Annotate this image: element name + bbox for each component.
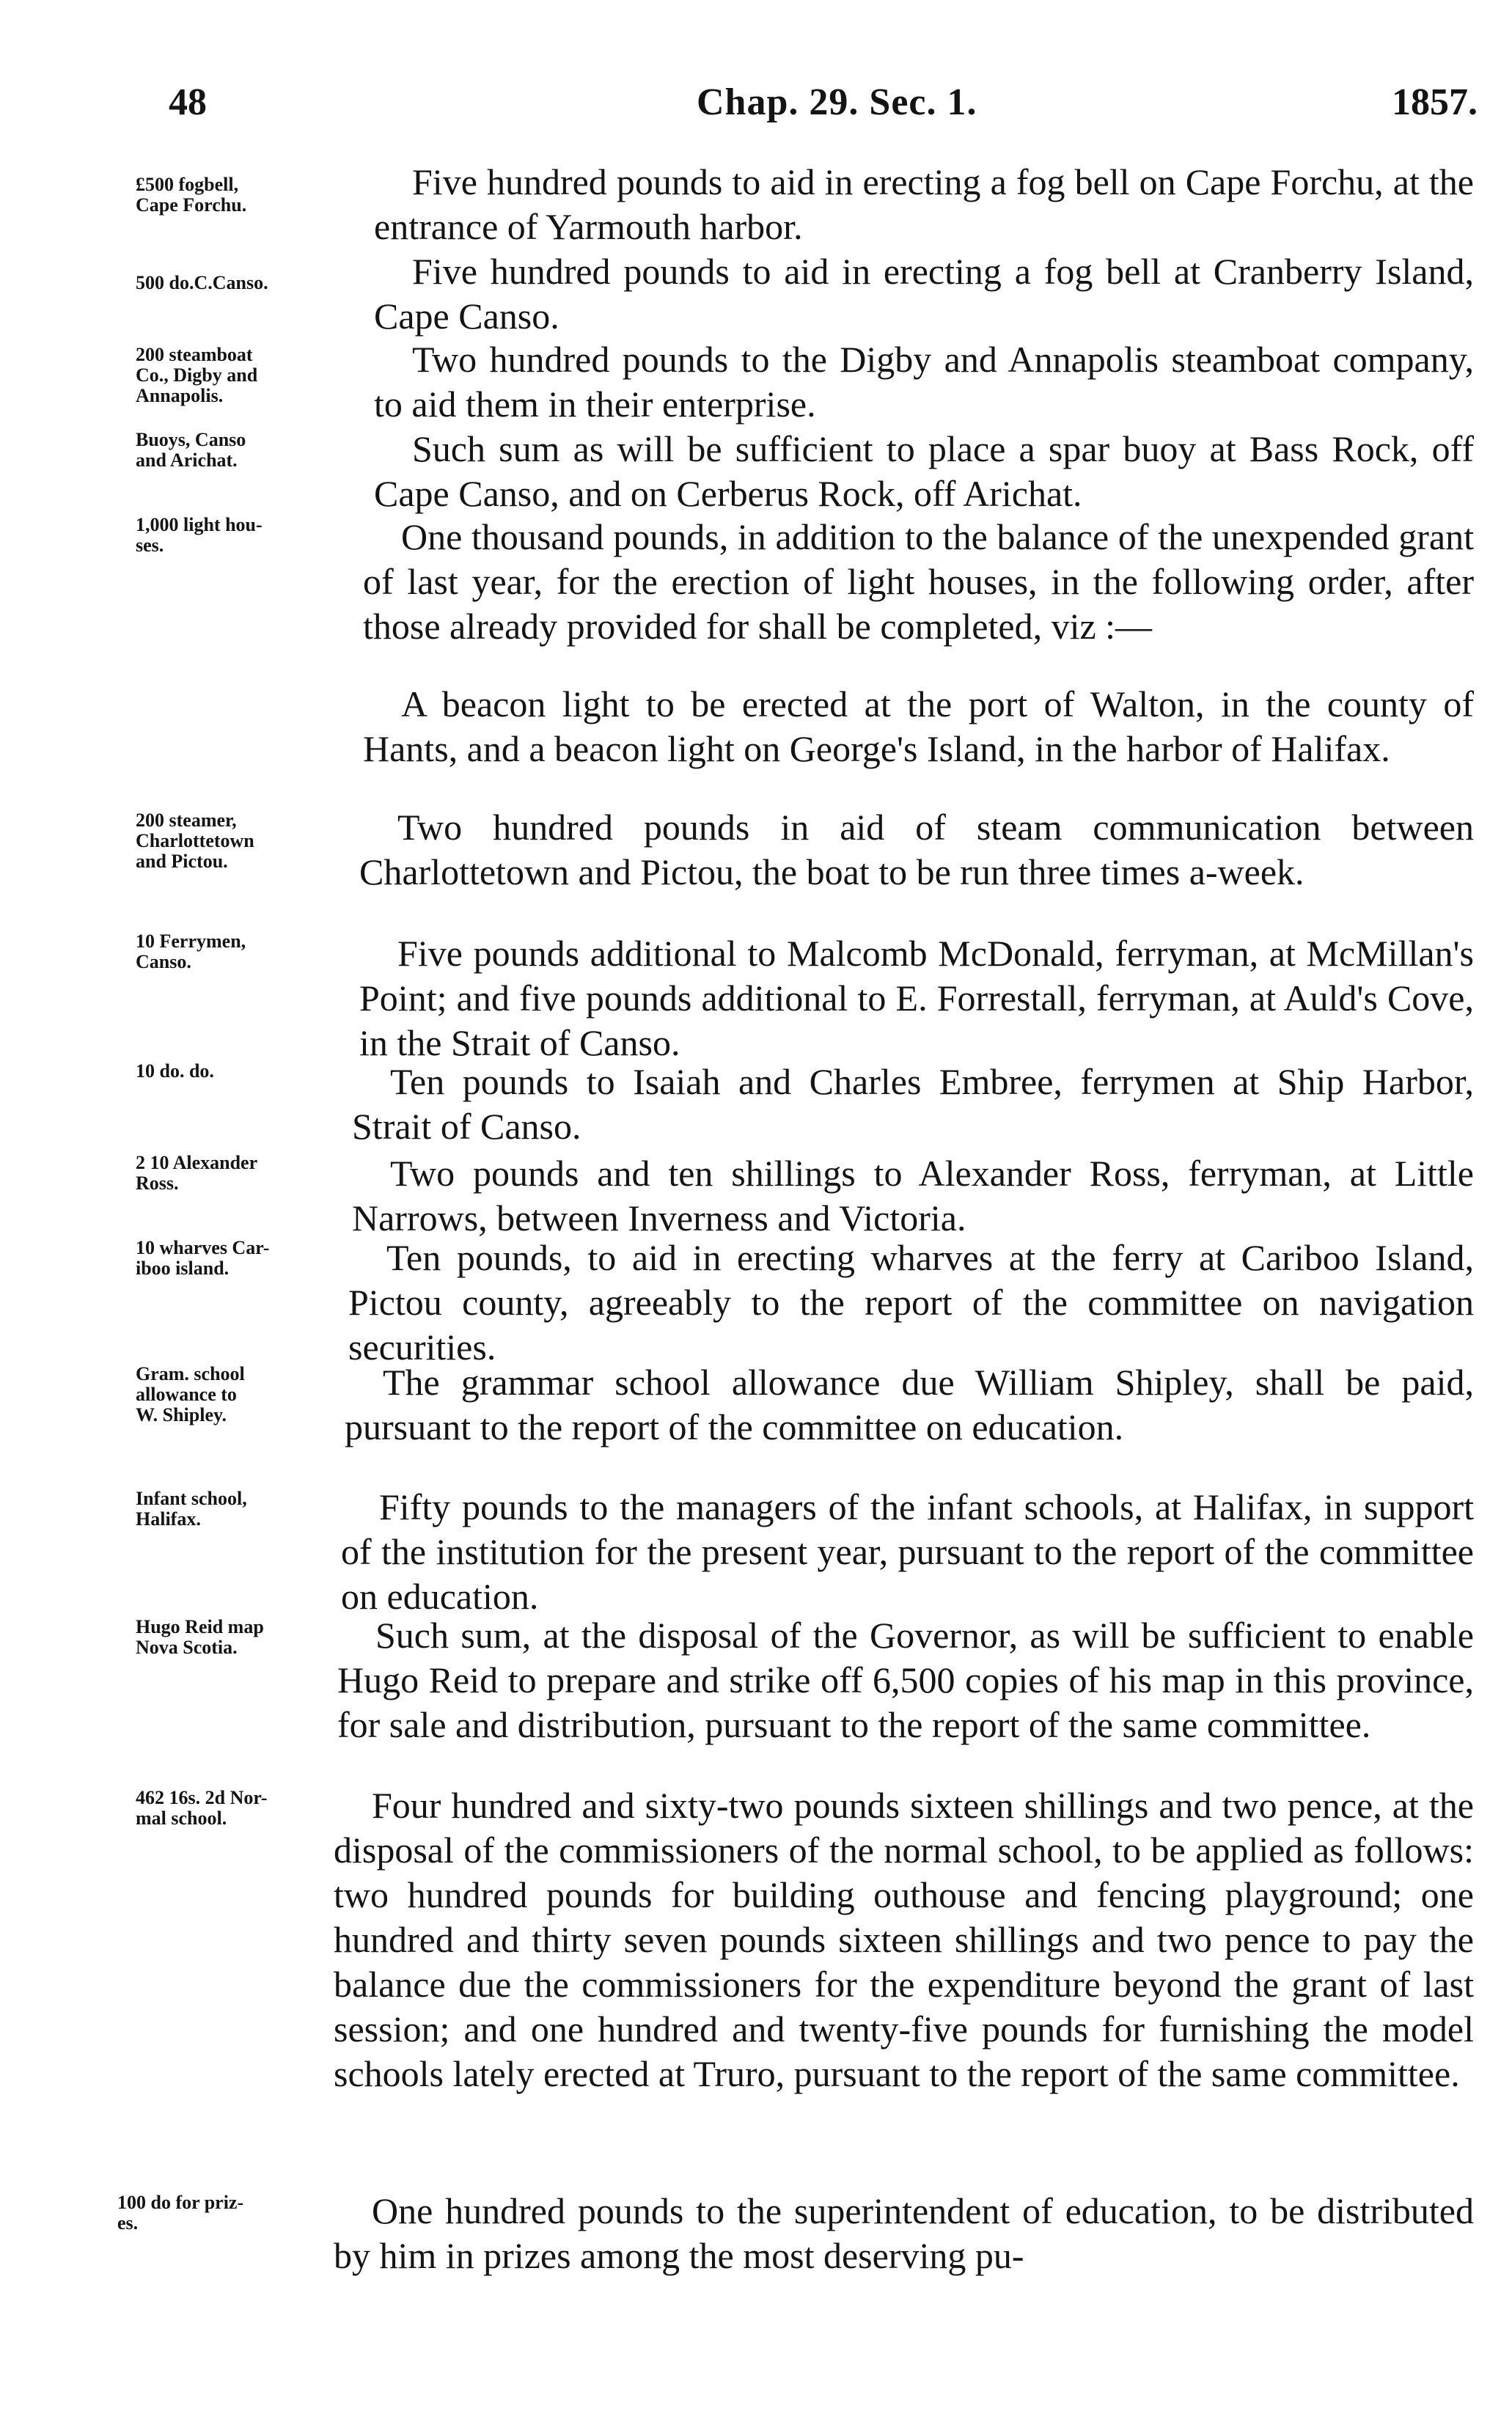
grant-paragraph: Ten pounds, to aid in erecting wharves at the ferry at Cariboo Island, Pictou county, agreeably to the report of the committee on navigation securities. (348, 1237, 1474, 1368)
running-header (169, 73, 1478, 132)
margin-note: 10 wharves Car- iboo island. (136, 1237, 270, 1279)
grant-paragraph: Two hundred pounds to the Digby and Annapolis steamboat company, to aid them in their enterprise. (374, 339, 1474, 425)
margin-note: 462 16s. 2d Nor- mal school. (136, 1787, 268, 1829)
grant-paragraph: Five hundred pounds to aid in erecting a fog bell at Cranberry Island, Cape Canso. (374, 251, 1474, 337)
grant-paragraph: Four hundred and sixty-two pounds sixteen shillings and two pence, at the disposal of the commissioners of the normal school, to be applied as follows: two hundred pounds for building outhouse and fencing playground; one hundred and thirty seven pounds sixteen shillings and two pence to pay the balance due the commissioners for the expenditure beyond the grant of last session; and one hundred and twenty-five pounds for furnishing the model schools lately erected at Truro, pursuant to the report of the same committee. (334, 1785, 1474, 2094)
page-number: 48 (169, 81, 207, 123)
margin-note: 200 steamer, Charlottetown and Pictou. (136, 810, 254, 872)
grant-paragraph: Five pounds additional to Malcomb McDonald, ferryman, at McMillan's Point; and five pounds additional to E. Forrestall, ferryman, at Auld's Cove, in the Strait of Canso. (359, 933, 1474, 1063)
grant-paragraph: Two pounds and ten shillings to Alexander Ross, ferryman, at Little Narrows, between Inverness and Victoria. (352, 1153, 1474, 1238)
grant-paragraph: Such sum as will be sufficient to place a spar buoy at Bass Rock, off Cape Canso, and on Cerberus Rock, off Arichat. (374, 428, 1474, 514)
grant-paragraph: Such sum, at the disposal of the Governor, as will be sufficient to enable Hugo Reid to prepare and strike off 6,500 copies of his map in this province, for sale and distribution, pursuant to the report of the same committee. (337, 1615, 1474, 1745)
margin-note: 10 do. do. (136, 1060, 214, 1082)
grant-paragraph: A beacon light to be erected at the port of Walton, in the county of Hants, and a beacon light on George's Island, in the harbor of Halifax. (363, 683, 1474, 769)
grant-paragraph: The grammar school allowance due William Shipley, shall be paid, pursuant to the report of the committee on education. (345, 1362, 1474, 1447)
grant-paragraph: Fifty pounds to the managers of the infant schools, at Halifax, in support of the institution for the present year, pursuant to the report of the committee on education. (341, 1486, 1474, 1617)
margin-note: £500 fogbell, Cape Forchu. (136, 174, 247, 216)
year-heading: 1857. (1392, 81, 1478, 123)
margin-note: 100 do for priz- es. (117, 2192, 244, 2234)
margin-note: Infant school, Halifax. (136, 1488, 247, 1530)
margin-note: 2 10 Alexander Ross. (136, 1152, 258, 1194)
margin-note: Gram. school allowance to W. Shipley. (136, 1363, 245, 1425)
grant-paragraph: One thousand pounds, in addition to the balance of the unexpended grant of last year, for the erection of light houses, in the following order, after those already provided for shall be completed, viz :— (363, 516, 1474, 647)
grant-paragraph: One hundred pounds to the superintendent of education, to be distributed by him in prizes among the most deserving pu- (334, 2190, 1474, 2276)
grant-paragraph: Two hundred pounds in aid of steam communication between Charlottetown and Pictou, the boat to be run three times a-week. (359, 807, 1474, 892)
margin-note: 10 Ferrymen, Canso. (136, 931, 246, 972)
grant-paragraph: Five hundred pounds to aid in erecting a fog bell on Cape Forchu, at the entrance of Yarmouth harbor. (374, 161, 1474, 247)
margin-note: Buoys, Canso and Arichat. (136, 429, 246, 471)
margin-note: 1,000 light hou- ses. (136, 514, 263, 556)
grant-paragraph: Ten pounds to Isaiah and Charles Embree, ferrymen at Ship Harbor, Strait of Canso. (352, 1061, 1474, 1147)
margin-note: Hugo Reid map Nova Scotia. (136, 1616, 264, 1658)
margin-note: 200 steamboat Co., Digby and Annapolis. (136, 344, 258, 406)
chapter-section-heading: Chap. 29. Sec. 1. (697, 81, 977, 123)
margin-note: 500 do.C.Canso. (136, 272, 268, 293)
